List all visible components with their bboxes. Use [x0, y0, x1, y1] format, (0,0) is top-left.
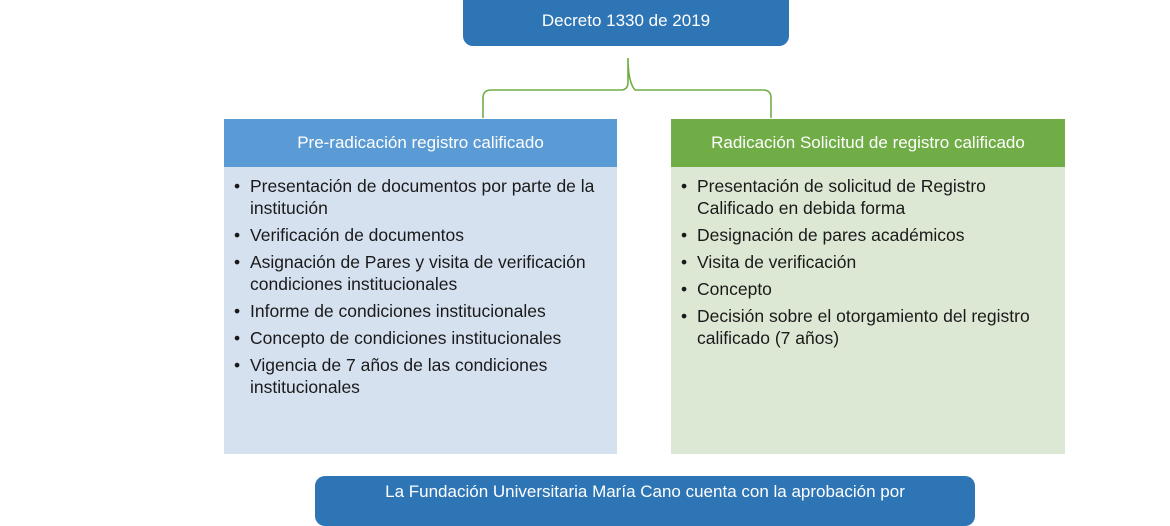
brace-path — [483, 58, 771, 118]
list-item: • Concepto de condiciones institucionales — [234, 327, 607, 349]
pre-radicacion-header — [224, 119, 617, 167]
list-item: • Concepto — [681, 278, 1055, 300]
list-item: • Designación de pares académicos — [681, 224, 1055, 246]
list-item: • Decisión sobre el otorgamiento del registro calificado (7 años) — [681, 305, 1055, 349]
list-item: • Informe de condiciones institucionales — [234, 300, 607, 322]
pre-radicacion-header-label: Pre-radicación registro calificado — [297, 133, 544, 152]
decree-title: Decreto 1330 de 2019 — [541, 11, 711, 30]
list-item: • Visita de verificación — [681, 251, 1055, 273]
list-item: • Presentación de documentos por parte de la institución — [234, 175, 607, 219]
radicacion-list — [681, 175, 1055, 349]
brace-connector — [0, 0, 1170, 130]
approval-note-box — [315, 476, 975, 526]
radicacion-header-label: Radicación Solicitud de registro calificado — [711, 133, 1025, 152]
approval-note-text: La Fundación Universitaria María Cano cuenta con la aprobación por — [385, 482, 905, 501]
pre-radicacion-list — [234, 175, 607, 398]
list-item: • Presentación de solicitud de Registro Calificado en debida forma — [681, 175, 1055, 219]
pre-radicacion-body — [224, 167, 617, 454]
radicacion-header — [671, 119, 1065, 167]
list-item: • Asignación de Pares y visita de verificación condiciones institucionales — [234, 251, 607, 295]
list-item: • Vigencia de 7 años de las condiciones institucionales — [234, 354, 607, 398]
radicacion-body — [671, 167, 1065, 454]
list-item: • Verificación de documentos — [234, 224, 607, 246]
